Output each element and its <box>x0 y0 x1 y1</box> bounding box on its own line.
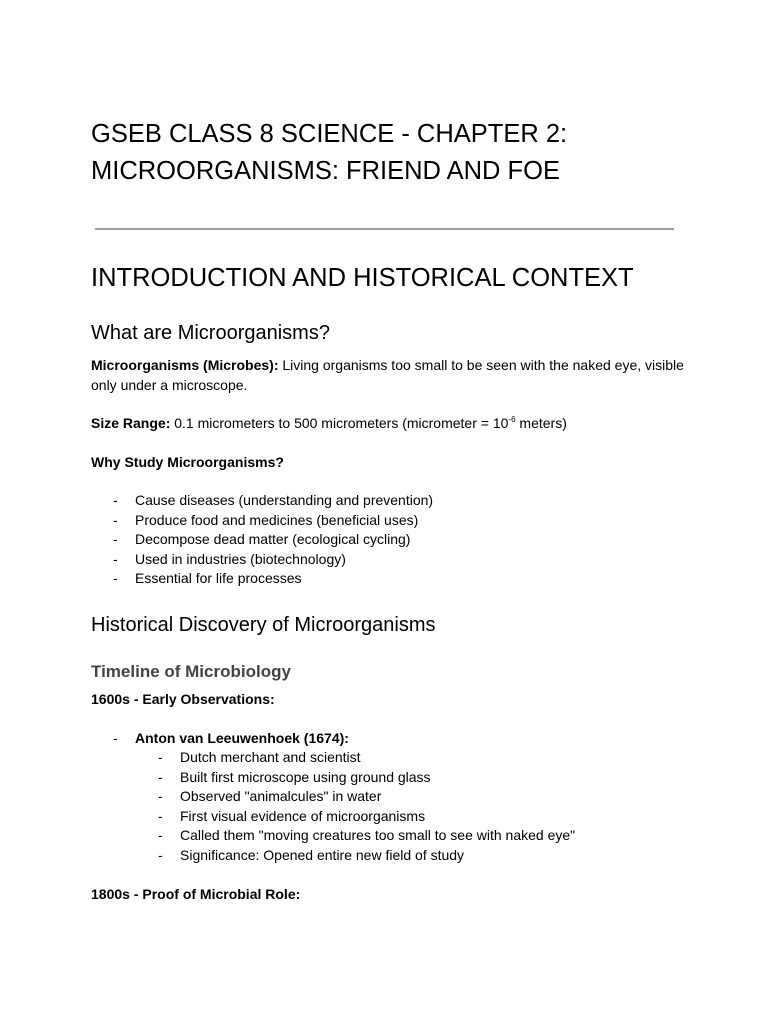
list-item: - Observed "animalcules" in water <box>158 787 575 807</box>
leeuwenhoek-list <box>113 729 349 749</box>
list-item: - Significance: Opened entire new field of study <box>158 846 575 866</box>
why-study-list <box>113 491 433 589</box>
bullet-dash: - <box>158 749 163 765</box>
size-range-paragraph <box>91 414 691 434</box>
bullet-dash: - <box>113 531 118 547</box>
size-range-exponent: -6 <box>508 415 516 424</box>
bullet-dash: - <box>113 511 118 528</box>
bullet-dash: - <box>113 492 118 508</box>
list-item: - Called them "moving creatures too small to see with naked eye" <box>158 826 575 846</box>
size-range-text: 0.1 micrometers to 500 micrometers (micrometer = 10 <box>170 415 509 431</box>
timeline-heading: Timeline of Microbiology <box>91 662 291 681</box>
document-title <box>91 116 691 190</box>
horizontal-divider <box>95 228 674 230</box>
definition-label: Microorganisms (Microbes): <box>91 357 279 373</box>
list-item: - First visual evidence of microorganisms <box>158 807 575 827</box>
size-range-suffix: meters) <box>515 415 567 431</box>
definition-text: Living organisms too small to be seen with the naked eye, visible only under a microscope. <box>91 357 684 393</box>
list-item: - Cause diseases (understanding and prevention) <box>113 491 433 511</box>
list-item: - Used in industries (biotechnology) <box>113 550 433 570</box>
bullet-dash: - <box>113 570 118 586</box>
list-item: - Built first microscope using ground glass <box>158 768 575 788</box>
document-title-line-1: GSEB CLASS 8 SCIENCE - CHAPTER 2: <box>91 120 568 148</box>
bullet-dash: - <box>113 550 118 567</box>
list-item: - Produce food and medicines (beneficial uses) <box>113 511 433 531</box>
subheading-historical-discovery: Historical Discovery of Microorganisms <box>91 614 436 636</box>
list-item: - Decompose dead matter (ecological cycling) <box>113 530 433 550</box>
bullet-dash: - <box>113 730 118 746</box>
leeuwenhoek-label: Anton van Leeuwenhoek (1674): <box>135 730 349 746</box>
list-item <box>113 729 349 749</box>
section-heading-introduction: INTRODUCTION AND HISTORICAL CONTEXT <box>91 264 634 292</box>
era-1800s-label: 1800s - Proof of Microbial Role: <box>91 886 301 902</box>
bullet-dash: - <box>158 788 163 804</box>
bullet-dash: - <box>158 768 163 785</box>
list-item: - Essential for life processes <box>113 569 433 589</box>
document-title-line-2: MICROORGANISMS: FRIEND AND FOE <box>91 157 560 185</box>
subheading-what-are-microorganisms: What are Microorganisms? <box>91 322 330 344</box>
why-study-heading: Why Study Microorganisms? <box>91 454 284 470</box>
era-1600s-label: 1600s - Early Observations: <box>91 691 275 707</box>
definition-paragraph <box>91 356 691 395</box>
leeuwenhoek-details-list <box>158 748 575 865</box>
list-item: - Dutch merchant and scientist <box>158 748 575 768</box>
size-range-label: Size Range: <box>91 415 171 431</box>
bullet-dash: - <box>158 827 163 843</box>
bullet-dash: - <box>158 846 163 863</box>
bullet-dash: - <box>158 807 163 824</box>
